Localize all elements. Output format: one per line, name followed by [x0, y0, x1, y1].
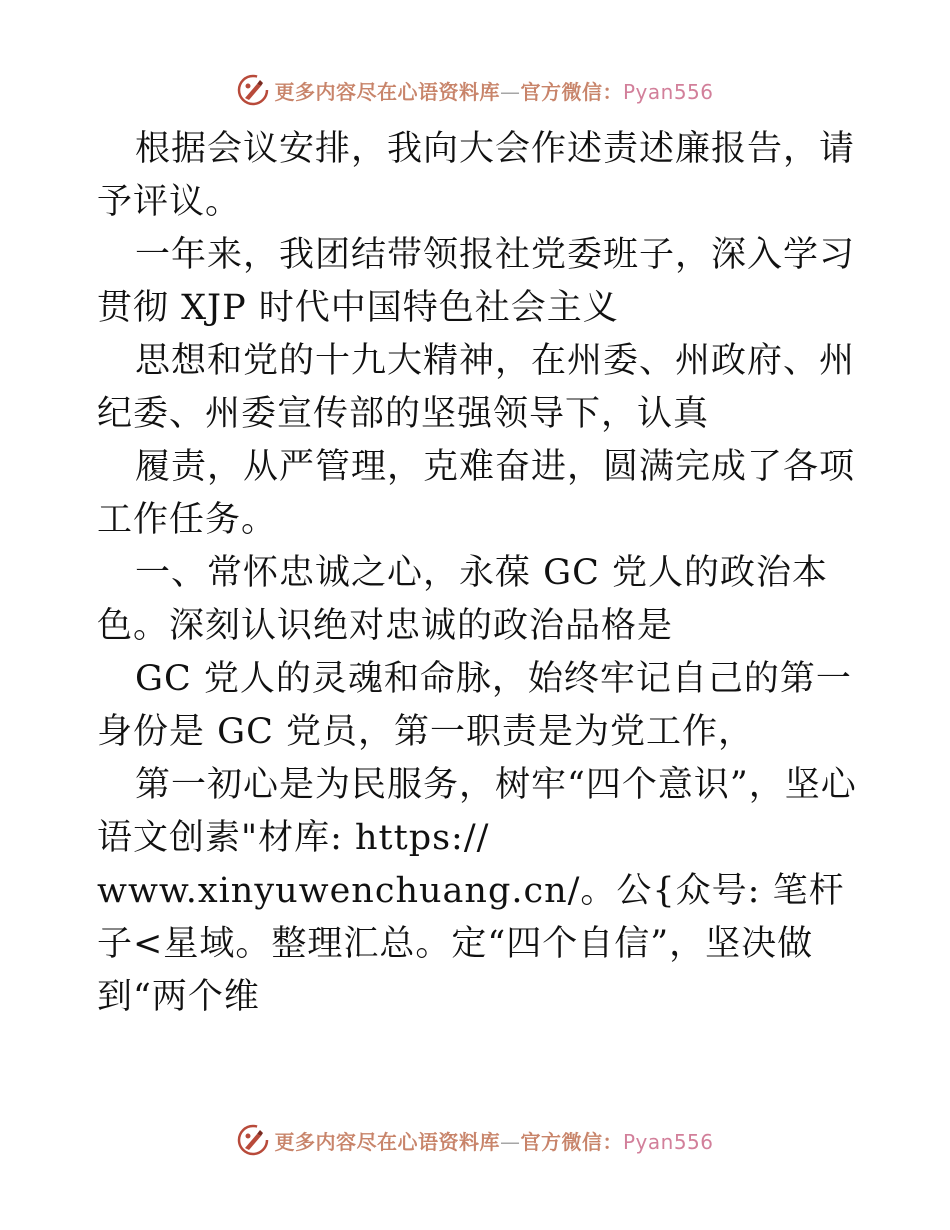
paragraph: 第一初心是为民服务，树牢“四个意识”，坚心语文创素"材库: https:// — [97, 765, 857, 858]
watermark-wechat-label: 官方微信： — [520, 79, 623, 104]
watermark-main: 更多内容尽在心语资料库 — [274, 1129, 500, 1154]
watermark-wechat-label: 官方微信： — [520, 1129, 623, 1154]
document-body — [97, 123, 857, 1024]
paragraph: GC 党人的灵魂和命脉，始终牢记自己的第一身份是 GC 党员，第一职责是为党工作， — [97, 659, 852, 752]
watermark-wechat-id: Pyan556 — [622, 1129, 714, 1154]
watermark-text — [274, 1126, 713, 1155]
paragraph: 履责，从严管理，克难奋进，圆满完成了各项工作任务。 — [97, 447, 856, 540]
watermark-separator: — — [499, 1129, 521, 1154]
watermark-separator: — — [499, 79, 521, 104]
pen-seal-icon — [236, 73, 270, 107]
paragraph: 一、常怀忠诚之心，永葆 GC 党人的政治本色。深刻认识绝对忠诚的政治品格是 — [97, 553, 828, 646]
footer-watermark-banner — [0, 1120, 950, 1160]
watermark-main: 更多内容尽在心语资料库 — [274, 79, 500, 104]
pen-seal-icon — [236, 1123, 270, 1157]
paragraph: 根据会议安排，我向大会作述责述廉报告，请予评议。 — [97, 129, 856, 222]
watermark-text — [274, 76, 713, 105]
paragraph: 思想和党的十九大精神，在州委、州政府、州纪委、州委宣传部的坚强领导下，认真 — [97, 341, 856, 434]
header-watermark-banner — [0, 70, 950, 110]
paragraph: 一年来，我团结带领报社党委班子，深入学习贯彻 XJP 时代中国特色社会主义 — [97, 235, 856, 328]
paragraph: www.xinyuwenchuang.cn/。公{众号: 笔杆子<星域。整理汇总。定“四个自信”，坚决做到“两个维 — [97, 871, 845, 1017]
watermark-wechat-id: Pyan556 — [622, 79, 714, 104]
